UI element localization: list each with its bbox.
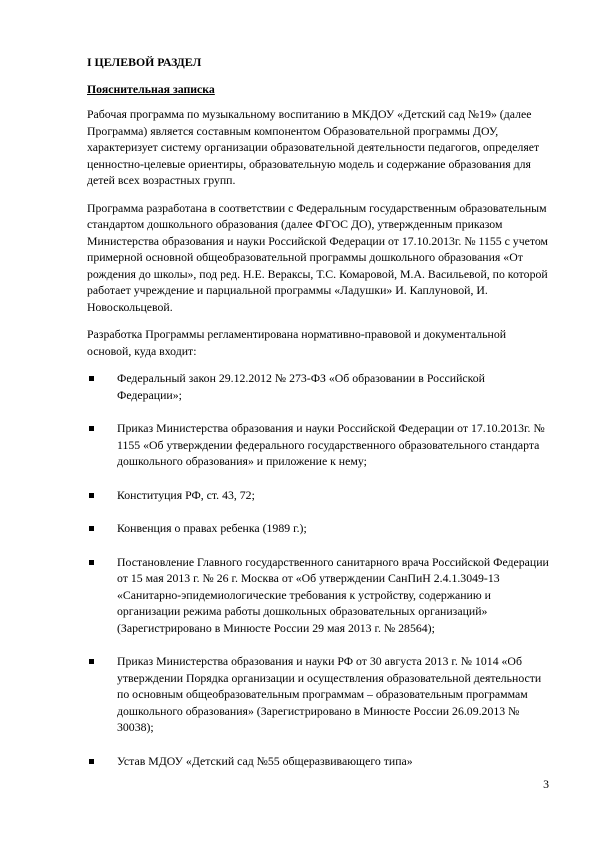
list-item-text: Конвенция о правах ребенка (1989 г.);	[117, 521, 307, 535]
page-content	[87, 54, 552, 786]
bullet-square-icon	[89, 376, 94, 381]
list-item-text: Приказ Министерства образования и науки РФ от 30 августа 2013 г. № 1014 «Об утверждении Порядка организации и осуществления образовательной деятельности по основным общеобразовательным программам – образовательным программам дошкольного образования» (Зарегистрировано в Минюсте России 26.09.2013 № 30038);	[117, 654, 542, 734]
list-item	[87, 520, 552, 537]
list-item-text: Конституция РФ, ст. 43, 72;	[117, 487, 255, 502]
list-item	[87, 753, 552, 770]
list-item-text: Федеральный закон 29.12.2012 № 273-ФЗ «Об образовании в Российской Федерации»;	[117, 371, 485, 402]
list-item-text: Устав МДОУ «Детский сад №55 общеразвивающего типа»	[117, 753, 413, 768]
paragraph-regulation: Разработка Программы регламентирована нормативно-правовой и документальной основой, куда входит:	[87, 327, 507, 358]
list-item	[87, 370, 552, 403]
paragraph-intro: Рабочая программа по музыкальному воспитанию в МКДОУ «Детский сад №19» (далее Программа) является составным компонентом Образовательной программы ДОУ, характеризует систему организации образовательной деятельности педагогов, определяет ценностно-целевые ориентиры, образовательную модель и содержание образования для детей всех возрастных групп.	[87, 107, 540, 187]
section-heading: I ЦЕЛЕВОЙ РАЗДЕЛ	[87, 55, 202, 69]
bullet-square-icon	[89, 526, 94, 531]
subsection-heading: Пояснительная записка	[87, 81, 215, 96]
list-item-text: Приказ Министерства образования и науки Российской Федерации от 17.10.2013г. № 1155 «Об утверждении федерального государственного образовательного стандарта дошкольного образования» и приложение к нему;	[117, 421, 545, 468]
bullet-square-icon	[89, 759, 94, 764]
page-number: 3	[543, 777, 549, 791]
list-item	[87, 487, 552, 504]
list-item	[87, 653, 552, 736]
bullet-square-icon	[89, 560, 94, 565]
bullet-square-icon	[89, 426, 94, 431]
bullet-square-icon	[89, 659, 94, 664]
paragraph-development: Программа разработана в соответствии с Федеральным государственным образовательным стандартом дошкольного образования (далее ФГОС ДО), утвержденным приказом Министерства образования и науки Российской Федерации от 17.10.2013г. № 1155 с учетом примерной основной общеобразовательной программы дошкольного образования «От рождения до школы», под ред. Н.Е. Вераксы, Т.С. Комаровой, М.А. Васильевой, по которой работает учреждение и парциальной программы «Ладушки» И. Каплуновой, И. Новоскольцевой.	[87, 200, 549, 314]
list-item	[87, 554, 552, 637]
regulations-list	[87, 370, 552, 769]
list-item-text: Постановление Главного государственного санитарного врача Российской Федерации от 15 мая 2013 г. № 26 г. Москва от «Об утверждении СанПиН 2.4.1.3049-13 «Санитарно-эпидемиологические требования к устройству, содержанию и организации режима работы дошкольных образовательных организаций» (Зарегистрировано в Минюсте России 29 мая 2013 г. № 28564);	[117, 554, 549, 635]
list-item	[87, 420, 552, 470]
bullet-square-icon	[89, 493, 94, 498]
